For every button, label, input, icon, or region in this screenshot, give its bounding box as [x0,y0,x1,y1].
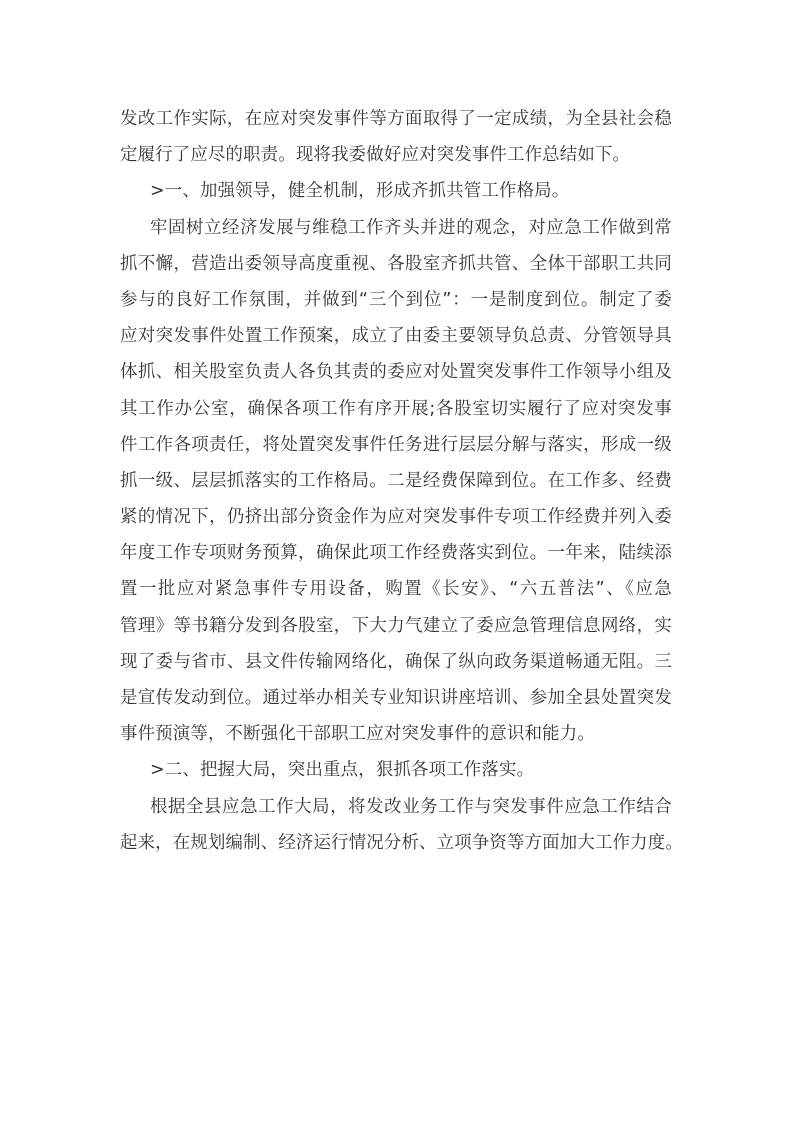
text-line: 参与的良好工作氛围，并做到“三个到位”：一是制度到位。制定了委 [120,289,672,310]
text-line: 是宣传发动到位。通过举办相关专业知识讲座培训、参加全县处置突发 [120,688,672,708]
text-line: 定履行了应尽的职责。现将我委做好应对突发事件工作总结如下。 [120,145,631,166]
text-line: 事件预演等，不断强化干部职工应对突发事件的意识和能力。 [120,724,595,745]
text-line: 件工作各项责任，将处置突发事件任务进行层层分解与落实，形成一级 [120,434,672,455]
text-line: 抓不懈，营造出委领导高度重视、各股室齐抓共管、全体干部职工共同 [120,253,672,274]
text-line: 紧的情况下，仍挤出部分资金作为应对突发事件专项工作经费并列入委 [120,507,672,528]
text-line: 抓一级、层层抓落实的工作格局。二是经费保障到位。在工作多、经费 [120,470,672,491]
section-heading: >二、把握大局，突出重点，狠抓各项工作落实。 [150,760,535,781]
text-line: 管理》等书籍分发到各股室，下大力气建立了委应急管理信息网络，实 [120,615,672,636]
text-line: 根据全县应急工作大局，将发改业务工作与突发事件应急工作结合 [150,796,672,817]
text-line: 现了委与省市、县文件传输网络化，确保了纵向政务渠道畅通无阻。三 [120,651,672,672]
text-line: 发改工作实际，在应对突发事件等方面取得了一定成绩，为全县社会稳 [120,109,672,129]
text-line: 体抓、相关股室负责人各负其责的委应对处置突发事件工作领导小组及 [120,362,672,383]
text-line: 应对突发事件处置工作预案，成立了由委主要领导负总责、分管领导具 [120,326,672,347]
text-line: 起来，在规划编制、经济运行情况分析、立项争资等方面加大工作力度。 [120,832,683,853]
document-body [120,101,683,861]
text-line: 其工作办公室，确保各项工作有序开展;各股室切实履行了应对突发事 [120,398,672,419]
text-line: 年度工作专项财务预算，确保此项工作经费落实到位。一年来，陆续添 [120,543,672,564]
section-heading: >一、加强领导，健全机制，形成齐抓共管工作格局。 [150,181,570,202]
text-line: 置一批应对紧急事件专用设备，购置《长安》、“六五普法”、《应急 [120,579,672,600]
text-line: 牢固树立经济发展与维稳工作齐头并进的观念，对应急工作做到常 [150,217,672,238]
